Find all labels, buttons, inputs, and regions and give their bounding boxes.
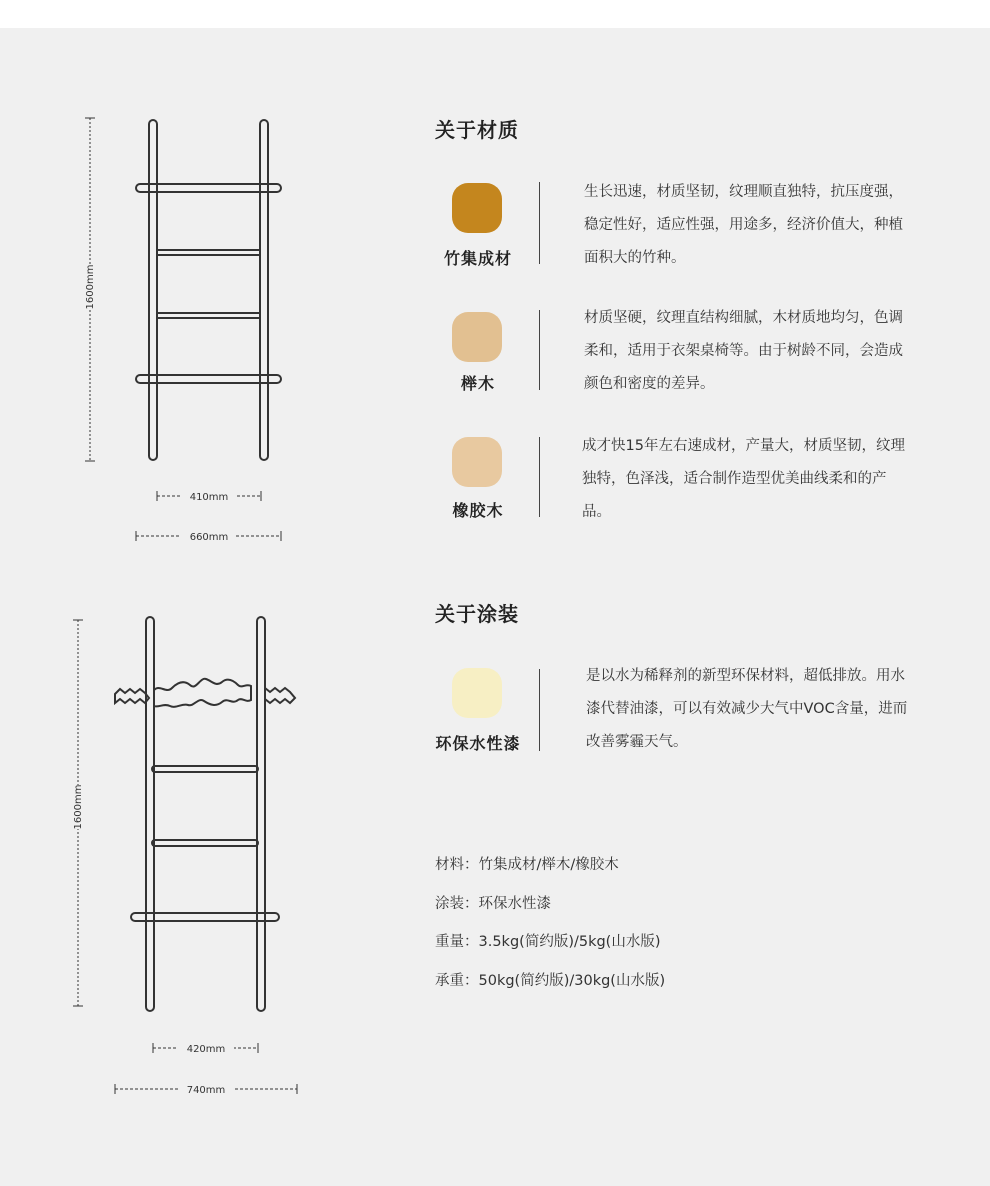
spec-value: 50kg(简约版)/30kg(山水版) [478, 973, 666, 989]
material-description: 生长迅速，材质坚韧，纹理顺直独特，抗压度强，稳定性好，适应性强，用途多，经济价值大，种植面积大的竹种。 [584, 184, 903, 266]
coating-name: 环保水性漆 [435, 734, 521, 753]
coating-description: 是以水为稀释剂的新型环保材料，超低排放。用水漆代替油漆，可以有效减少大气中VOC含量，进而改善雾霾天气。 [586, 668, 908, 750]
rubberwood-swatch [452, 437, 502, 487]
outer-width-label: 660mm [189, 532, 229, 543]
outer-width-label: 740mm [186, 1085, 226, 1096]
height-label: 1600mm [73, 784, 84, 830]
spec-label: 涂装： [435, 896, 479, 912]
material-name: 榉木 [460, 374, 495, 393]
material-name: 橡胶木 [452, 501, 504, 520]
inner-width-label: 410mm [189, 492, 229, 503]
spec-weight [435, 930, 661, 951]
material-name: 竹集成材 [443, 249, 512, 268]
ladder-diagram-landscape [65, 610, 315, 1100]
divider [539, 310, 540, 390]
divider [539, 182, 540, 264]
coating-section-title: 关于涂装 [435, 602, 519, 626]
inner-width-label: 420mm [186, 1044, 226, 1055]
spec-value: 竹集成材/榉木/橡胶木 [478, 857, 619, 873]
spec-label: 重量： [435, 934, 479, 950]
material-description: 材质坚硬，纹理直结构细腻，木材质地均匀，色调柔和，适用于衣架桌椅等。由于树龄不同，会造成颜色和密度的差异。 [584, 310, 903, 392]
divider [539, 669, 540, 751]
spec-label: 材料： [435, 857, 479, 873]
spec-material [435, 853, 619, 874]
top-bar [0, 0, 990, 28]
height-label: 1600mm [85, 264, 96, 310]
waterbased-paint-swatch [452, 668, 502, 718]
material-description: 成才快15年左右速成材，产量大，材质坚韧，纹理独特，色泽浅，适合制作造型优美曲线柔和的产品。 [582, 438, 905, 520]
beech-swatch [452, 312, 502, 362]
bamboo-swatch [452, 183, 502, 233]
spec-coating [435, 892, 551, 913]
ladder-diagram-simple [75, 110, 305, 550]
spec-value: 环保水性漆 [478, 896, 551, 912]
material-section-title: 关于材质 [435, 118, 519, 142]
spec-label: 承重： [435, 973, 479, 989]
spec-load [435, 969, 665, 990]
divider [539, 437, 540, 517]
spec-value: 3.5kg(简约版)/5kg(山水版) [478, 934, 661, 950]
